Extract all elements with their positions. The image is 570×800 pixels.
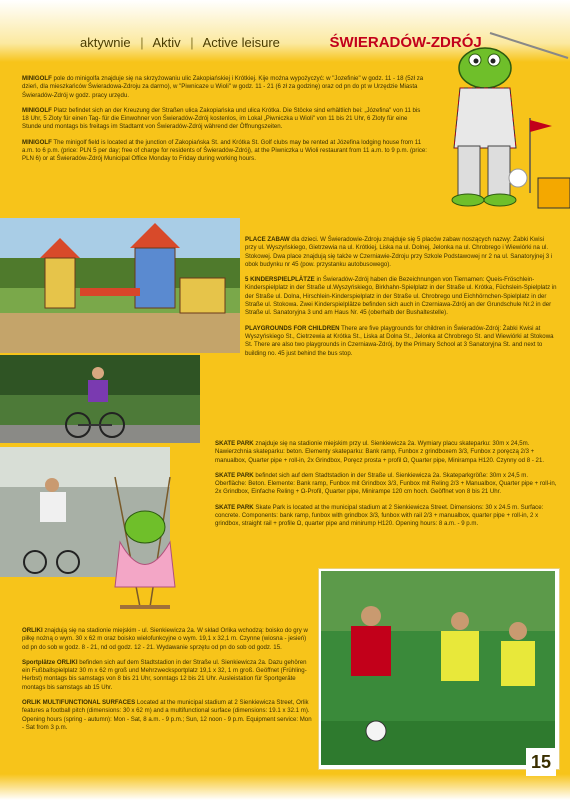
header-polish: aktywnie	[80, 35, 131, 50]
skatepark-pl-title: SKATE PARK	[215, 440, 254, 447]
playgrounds-en	[245, 325, 557, 358]
skatepark-pl-text: znajduje się na stadionie miejskim przy ul. Sienkiewicza 2a. Wymiary placu skateparku: 30m x 24,5m. Nawierzchnia skateparku: beton. Elementy skateparku: Bank ramp, Funbox z grindboxem 3/3, Funbox z poręczą 2/3 + manualbox, Quarter pipe + roll-in, 2x Grindbox, Poręcz prosta + profil Ω, Quarter pipe, Minirampa H120. Czynny od 8 - 21.	[215, 440, 545, 464]
page-header	[80, 34, 488, 51]
orliki-pl	[22, 627, 312, 652]
minigolf-en	[22, 139, 427, 164]
skatepark-de-text: befindet sich auf dem Stadtstadion in der Straße ul. Sienkiewicza 2a. Skateparkgröße: 30m x 24,5 m. Oberfläche: Beton. Elemente: Bank ramp, Funbox mit Grindbox 3/3, Funbox mit Reling 2/3 + Manualbox, Quarter pipe + roll-in, 2x Grindbox, Einfache Reling + Ω-Profil, Quarter pipe, Minirampe 120 cm hoch. Geöffnet von 8 bis 21 Uhr.	[215, 471, 557, 496]
minigolf-de	[22, 107, 427, 132]
playgrounds-de-text: in Świeradów-Zdrój haben die Bezeichnungen von Tiernamen: Queis-Fröschlein-Kinderspielplatz in der Straße ul.Wyszyńskiego, Birkhahn-Spielplatz in der Straße ul. Krótka, Füchslein-Spielplatz in der Straße ul. Dolna, Hirschlein-Kinderspielplatz in der Straße ul. Chrobrego und Eichhörnchen-Spielplatz in der Straße ul. Stokowa. Zwei Kinderspielplätze befinden sich auch in Czerniawa-Zdrój an der Grundschule Nr.2 in der Straße ul. Sanatoryjna 3 und am Haus Nr. 45 (oberhalb der Bushaltestelle).	[245, 276, 557, 317]
minigolf-de-title: MINIGOLF	[22, 106, 52, 114]
minigolf-en-text: The minigolf field is located at the junction of Zakopiańska St. and Krótka St. Golf clubs may be rented at Józefina lodging house from 11 a.m. to 6 p.m. (price: PLN 5 per day; free of charge for residents of Świeradów-Zdrój), at the Piwniczka u Wioli restaurant from 11 a.m. to 9 p.m. (price: PLN 6) or at Świeradów-Zdrój Municipal Office Monday to Friday during working hours.	[22, 138, 427, 163]
playgrounds-pl	[245, 236, 557, 269]
minigolf-en-title: MINIGOLF	[22, 138, 52, 146]
orliki-en-title: ORLIK MULTIFUNCTIONAL SURFACES	[22, 699, 136, 707]
minigolf-pl-text: pole do minigolfa znajduje się na skrzyżowaniu ulic Zakopiańskiej i Krótkiej. Kije można wypożyczyć: w "Jozefinie" w godz. 11 - 18 (5zł za dzień, dla mieszkańców Świeradowa-Zdroju za darmo), w "Piwnicaze u Wioli" w godz. 11 - 21 (6 zł za godzinę) oraz od pn do pt w Urzędzie Miasta Świeradów-Zdrój w godz. pracy urzędu.	[22, 75, 424, 99]
playground-photo	[0, 218, 240, 353]
skatepark-de	[215, 472, 560, 497]
playgrounds-pl-title: PLACE ZABAW	[245, 236, 290, 243]
football-photo	[321, 571, 555, 765]
header-separator: |	[190, 35, 194, 50]
playgrounds-section	[245, 236, 557, 365]
playgrounds-de-title: 5 KINDERSPIELPLÄTZE	[245, 276, 315, 284]
orliki-pl-text: znajdują się na stadionie miejskim - ul. Sienkiewicza 2a. W skład Orlika wchodzą: boisko do gry w piłkę nożną o wym. 30 x 62 m oraz boisko wielofunkcyjne o wym. 19,1 x 32,1 m. Czynne (wiosna - jesień) od pn do sob w godz. 8 - 21, nd od godz. 12 - 21. Wydawanie sprzętu od pn do sob od godz. 15.	[22, 627, 308, 651]
skatepark-de-title: SKATE PARK	[215, 471, 254, 479]
skatepark-photo	[0, 447, 205, 632]
minigolf-section	[22, 75, 427, 171]
orliki-de-title: Sportplätze ORLIKI	[22, 658, 78, 666]
header-separator: |	[140, 35, 144, 50]
minigolf-de-text: Platz befindet sich an der Kreuzung der Straßen ulica Zakopiańska und ulica Krótka. Die Stöcke sind erhältlich bei: „Józefina" von 11 bis 18 Uhr, 5 Zloty für einen Tag- für die Einwohner von Świeradów-Zdrój kostenlos, im Lokal „Piwniczka u Wioli" von 11 bis 21 Uhr, 6 Zloty für eine Stunde und montags bis freitags im Stadtamt von Świeradów-Zdrój während der Öffnungszeiten.	[22, 106, 421, 131]
header-english: Active leisure	[202, 35, 280, 50]
skatepark-en-title: SKATE PARK	[215, 503, 254, 511]
skatepark-section	[215, 440, 560, 536]
header-german: Aktiv	[152, 35, 181, 50]
playgrounds-en-title: PLAYGROUNDS FOR CHILDREN	[245, 324, 340, 332]
skatepark-en-text: Skate Park is located at the municipal stadium at 2 Sienkiewicza Street. Dimensions: 30 x 24.5 m. Surface: concrete. Components: bank ramp, funbox with grindbox 3/3, funbox with rail 2/3 + manualbox, quarter pipe + roll-in, 2 x grindbox, straight rail + profile Ω, quarter pipe and minirump H120. Opening hours: 8 a.m. - 9 p.m.	[215, 503, 544, 528]
orliki-en-text: Located at the municipal stadium at 2 Sienkiewicza Street, Orlik features a football pitch (dimensions: 30 x 62 m) and a multifunctional surface (dimensions: 19.1 x 32.1 m). Opening hours (spring - autumn): Mon - Sat, 8 a.m. - 9 p.m.; Sun, 12 noon - 9 p.m. Equipment service: Mon - Sat from 3 p.m.	[22, 699, 312, 731]
skatepark-en	[215, 504, 560, 529]
bmx-rider-photo	[0, 355, 200, 443]
orliki-section	[22, 627, 312, 739]
playgrounds-pl-text: dla dzieci. W Świeradowie-Zdroju znajduje się 5 placów zabaw noszących nazwy: Żabki Kwisi przy ul. Wyszyńskiego, Gietrzewia na ul. Krótkiej, Liska na ul. Dolnej, Jelonka na ul. Chrobrego i Wiewiórki na ul. Stokowej. Dwa place znajdują się także w Czerniawie-Zdroju przy Szkole Podstawowej nr 2 na ul. Sanatoryjnej 3 i obok budynku nr 45 (pow. przystanku autobusowego).	[245, 236, 553, 268]
page-number: 15	[526, 748, 556, 776]
skatepark-pl	[215, 440, 560, 465]
playgrounds-en-text: There are five playgrounds for children in Świeradów-Zdrój: Żabki Kwisi at Wyszyńskiego St., Cietrzewia at Krótka St., Liska at Dolna St., Jelonka at Chrobrego St. and Wiewiórki at Stokowa St. There are also two playgrounds in Czerniawa-Zdrój, by the Primary School at 3 Sanatoryjna St. and next to building no. 45 just behind the bus stop.	[245, 324, 554, 357]
playgrounds-de	[245, 276, 557, 317]
orliki-de-text: befinden sich auf dem Stadtstadion in der Straße ul. Sienkiewicza 2a. Dazu gehören ein Fußballspielplatz 30 m x 62 m groß und Mehrzwecksportplatz 19,1 x 32, 1 m groß. Geöffnet (Frühling-Herbst) montags bis samstags von 8 bis 21 Uhr, sonntags 12 bis 21 Uhr. Ausleistation für Sportgeräte montags bis samstags ab 15 Uhr.	[22, 658, 307, 691]
town-title: ŚWIERADÓW-ZDRÓJ	[329, 34, 482, 51]
orliki-pl-title: ORLIKI	[22, 627, 43, 634]
minigolf-pl-title: MINIGOLF	[22, 75, 52, 82]
orliki-de	[22, 659, 312, 692]
minigolf-pl	[22, 75, 427, 100]
footer-band	[0, 774, 570, 800]
golf-frog-illustration	[430, 28, 570, 218]
orliki-en	[22, 699, 312, 732]
